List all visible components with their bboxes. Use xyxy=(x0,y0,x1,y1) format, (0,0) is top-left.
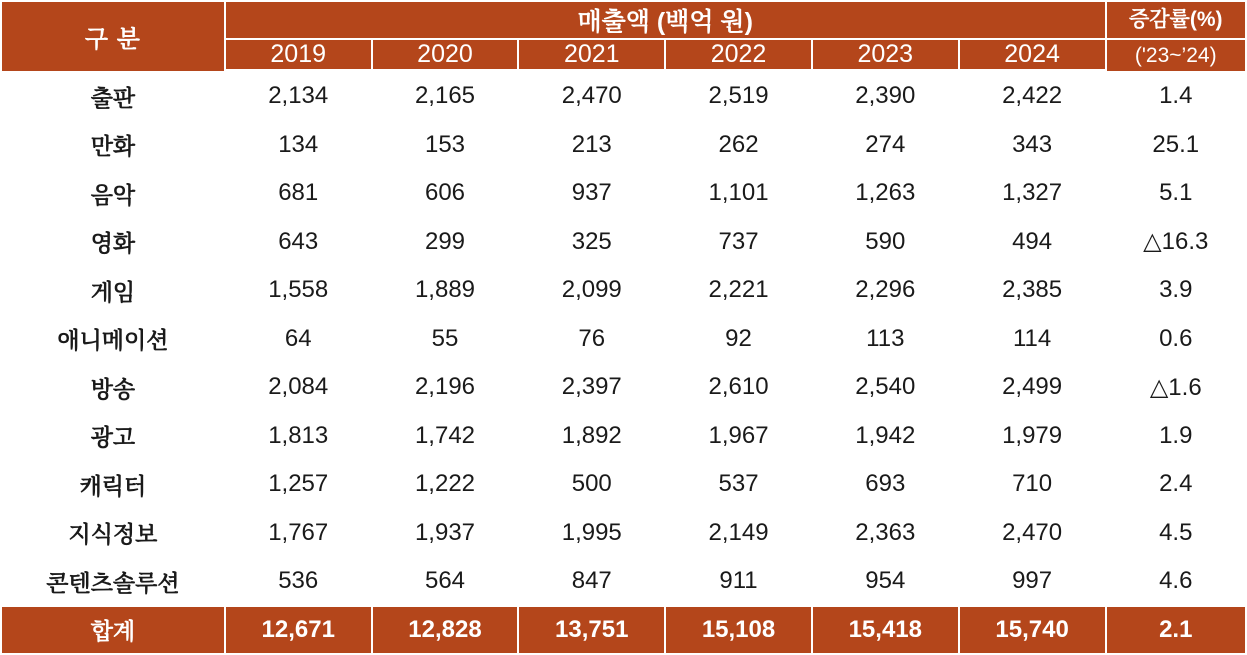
cell-2021: 1,892 xyxy=(518,412,665,461)
cell-2024: 343 xyxy=(959,121,1106,170)
header-year-2023: 2023 xyxy=(812,39,959,70)
cell-2019: 64 xyxy=(225,315,372,364)
cell-2024: 997 xyxy=(959,557,1106,606)
table-row xyxy=(1,509,1246,558)
cell-2023: 954 xyxy=(812,557,959,606)
cell-2022: 737 xyxy=(665,218,812,267)
table-row xyxy=(1,315,1246,364)
total-growth: 2.1 xyxy=(1106,606,1246,655)
cell-2020: 153 xyxy=(372,121,519,170)
cell-2020: 1,222 xyxy=(372,460,519,509)
header-year-2022: 2022 xyxy=(665,39,812,70)
cell-2020: 564 xyxy=(372,557,519,606)
table-row xyxy=(1,218,1246,267)
cell-2021: 325 xyxy=(518,218,665,267)
cell-2023: 2,363 xyxy=(812,509,959,558)
cell-growth: △16.3 xyxy=(1106,218,1246,267)
cell-2019: 1,813 xyxy=(225,412,372,461)
cell-2022: 537 xyxy=(665,460,812,509)
table-row xyxy=(1,121,1246,170)
cell-2024: 2,385 xyxy=(959,266,1106,315)
cell-2021: 937 xyxy=(518,169,665,218)
cell-2019: 536 xyxy=(225,557,372,606)
table-header xyxy=(1,1,1246,72)
table-row xyxy=(1,266,1246,315)
cell-2024: 494 xyxy=(959,218,1106,267)
cell-2023: 693 xyxy=(812,460,959,509)
cell-2020: 55 xyxy=(372,315,519,364)
row-label: 만화 xyxy=(1,121,225,170)
total-2024: 15,740 xyxy=(959,606,1106,655)
cell-2024: 1,979 xyxy=(959,412,1106,461)
row-label: 애니메이션 xyxy=(1,315,225,364)
cell-2023: 590 xyxy=(812,218,959,267)
cell-2020: 1,742 xyxy=(372,412,519,461)
cell-2023: 274 xyxy=(812,121,959,170)
header-year-2021: 2021 xyxy=(518,39,665,70)
header-row-label: 구 분 xyxy=(1,1,225,72)
cell-2022: 2,519 xyxy=(665,72,812,121)
cell-2022: 2,610 xyxy=(665,363,812,412)
cell-2024: 1,327 xyxy=(959,169,1106,218)
row-label: 영화 xyxy=(1,218,225,267)
cell-growth: 5.1 xyxy=(1106,169,1246,218)
cell-2021: 213 xyxy=(518,121,665,170)
cell-2023: 2,390 xyxy=(812,72,959,121)
cell-2024: 2,499 xyxy=(959,363,1106,412)
total-2019: 12,671 xyxy=(225,606,372,655)
cell-2022: 1,967 xyxy=(665,412,812,461)
table-body xyxy=(1,72,1246,654)
cell-2023: 2,296 xyxy=(812,266,959,315)
cell-2022: 911 xyxy=(665,557,812,606)
cell-growth: 25.1 xyxy=(1106,121,1246,170)
row-label: 캐릭터 xyxy=(1,460,225,509)
cell-2021: 2,397 xyxy=(518,363,665,412)
cell-2023: 113 xyxy=(812,315,959,364)
cell-2019: 643 xyxy=(225,218,372,267)
row-label: 음악 xyxy=(1,169,225,218)
cell-2020: 2,196 xyxy=(372,363,519,412)
cell-2020: 1,889 xyxy=(372,266,519,315)
table-row xyxy=(1,460,1246,509)
cell-2020: 606 xyxy=(372,169,519,218)
cell-2021: 2,470 xyxy=(518,72,665,121)
row-label: 콘텐츠솔루션 xyxy=(1,557,225,606)
cell-2019: 1,257 xyxy=(225,460,372,509)
total-2021: 13,751 xyxy=(518,606,665,655)
cell-2020: 2,165 xyxy=(372,72,519,121)
cell-growth: △1.6 xyxy=(1106,363,1246,412)
header-year-2024: 2024 xyxy=(959,39,1106,70)
total-2022: 15,108 xyxy=(665,606,812,655)
header-year-2019: 2019 xyxy=(225,39,372,70)
cell-growth: 3.9 xyxy=(1106,266,1246,315)
total-label: 합계 xyxy=(1,606,225,655)
cell-2024: 2,422 xyxy=(959,72,1106,121)
total-2023: 15,418 xyxy=(812,606,959,655)
table-row xyxy=(1,557,1246,606)
cell-2023: 1,263 xyxy=(812,169,959,218)
cell-growth: 2.4 xyxy=(1106,460,1246,509)
cell-2022: 2,149 xyxy=(665,509,812,558)
cell-2019: 2,134 xyxy=(225,72,372,121)
cell-growth: 4.5 xyxy=(1106,509,1246,558)
table-row xyxy=(1,72,1246,121)
cell-2021: 2,099 xyxy=(518,266,665,315)
cell-2022: 262 xyxy=(665,121,812,170)
cell-2021: 500 xyxy=(518,460,665,509)
cell-2023: 2,540 xyxy=(812,363,959,412)
header-row-top xyxy=(1,1,1246,39)
row-label: 방송 xyxy=(1,363,225,412)
row-label: 지식정보 xyxy=(1,509,225,558)
cell-2021: 1,995 xyxy=(518,509,665,558)
header-growth-period: ('23~’24) xyxy=(1106,39,1246,72)
cell-growth: 4.6 xyxy=(1106,557,1246,606)
header-growth-rate: 증감률(%) xyxy=(1106,1,1246,39)
cell-2023: 1,942 xyxy=(812,412,959,461)
cell-growth: 1.4 xyxy=(1106,72,1246,121)
cell-2022: 1,101 xyxy=(665,169,812,218)
cell-2020: 299 xyxy=(372,218,519,267)
header-group-sales: 매출액 (백억 원) xyxy=(225,1,1106,39)
cell-2019: 2,084 xyxy=(225,363,372,412)
cell-2019: 681 xyxy=(225,169,372,218)
row-label: 게임 xyxy=(1,266,225,315)
cell-2022: 92 xyxy=(665,315,812,364)
cell-2024: 114 xyxy=(959,315,1106,364)
cell-2019: 1,767 xyxy=(225,509,372,558)
table-row xyxy=(1,363,1246,412)
table-row xyxy=(1,412,1246,461)
cell-2022: 2,221 xyxy=(665,266,812,315)
cell-2021: 76 xyxy=(518,315,665,364)
cell-2024: 710 xyxy=(959,460,1106,509)
table-total-row xyxy=(1,606,1246,655)
cell-2019: 1,558 xyxy=(225,266,372,315)
cell-growth: 0.6 xyxy=(1106,315,1246,364)
cell-growth: 1.9 xyxy=(1106,412,1246,461)
row-label: 광고 xyxy=(1,412,225,461)
cell-2020: 1,937 xyxy=(372,509,519,558)
cell-2019: 134 xyxy=(225,121,372,170)
cell-2024: 2,470 xyxy=(959,509,1106,558)
table-row xyxy=(1,169,1246,218)
row-label: 출판 xyxy=(1,72,225,121)
cell-2021: 847 xyxy=(518,557,665,606)
total-2020: 12,828 xyxy=(372,606,519,655)
header-year-2020: 2020 xyxy=(372,39,519,70)
